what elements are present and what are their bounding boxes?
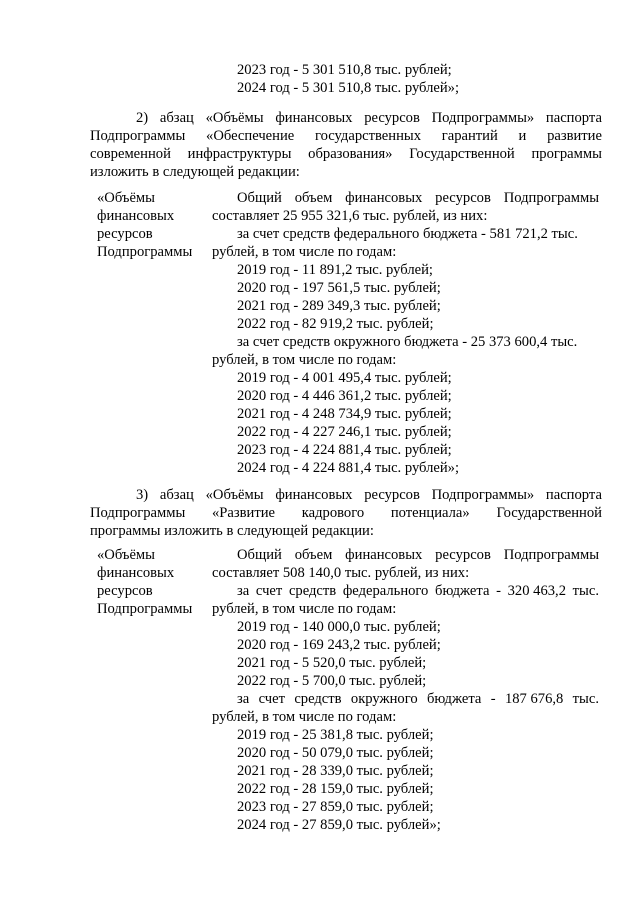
table-1-total-amount: составляет 25 955 321,6 тыс. рублей, из них: xyxy=(212,208,488,224)
table-2-label-3: ресурсов xyxy=(97,583,153,599)
table-1-label-1: «Объёмы xyxy=(97,190,155,206)
table-2-total-amount: составляет 508 140,0 тыс. рублей, из них: xyxy=(212,565,470,581)
table-2-federal-2019: 2019 год - 140 000,0 тыс. рублей; xyxy=(237,619,441,635)
table-2-district-2024: 2024 год - 27 859,0 тыс. рублей»; xyxy=(237,817,441,833)
table-1-total-line: Общий объем финансовых ресурсов Подпрограммы xyxy=(237,190,599,206)
paragraph-3-line-2: Подпрограммы «Развитие кадрового потенциала» Государственной xyxy=(90,505,602,521)
table-1-district-2020: 2020 год - 4 446 361,2 тыс. рублей; xyxy=(237,388,452,404)
table-2-federal-heading: за счет средств федерального бюджета - 320 463,2 тыс. xyxy=(237,583,599,599)
table-2-federal-2020: 2020 год - 169 243,2 тыс. рублей; xyxy=(237,637,441,653)
table-1-district-by-year: рублей, в том числе по годам: xyxy=(212,352,397,368)
table-2-district-2020: 2020 год - 50 079,0 тыс. рублей; xyxy=(237,745,434,761)
table-1-federal-by-year: рублей, в том числе по годам: xyxy=(212,244,397,260)
table-1-district-2021: 2021 год - 4 248 734,9 тыс. рублей; xyxy=(237,406,452,422)
table-2-district-by-year: рублей, в том числе по годам: xyxy=(212,709,397,725)
table-2-label-2: финансовых xyxy=(97,565,175,581)
paragraph-3-line-1: 3) абзац «Объёмы финансовых ресурсов Подпрограммы» паспорта xyxy=(136,487,602,503)
table-1-label-3: ресурсов xyxy=(97,226,153,242)
table-2-federal-2022: 2022 год - 5 700,0 тыс. рублей; xyxy=(237,673,427,689)
table-1-district-heading: за счет средств окружного бюджета - 25 373 600,4 тыс. xyxy=(237,334,578,350)
paragraph-2-line-3: современной инфраструктуры образования» Государственной программы xyxy=(90,146,602,162)
table-2-district-heading: за счет средств окружного бюджета - 187 676,8 тыс. xyxy=(237,691,599,707)
top-line-1: 2023 год - 5 301 510,8 тыс. рублей; xyxy=(237,62,452,78)
table-2-total-line: Общий объем финансовых ресурсов Подпрограммы xyxy=(237,547,599,563)
table-1-district-2022: 2022 год - 4 227 246,1 тыс. рублей; xyxy=(237,424,452,440)
table-1-district-2023: 2023 год - 4 224 881,4 тыс. рублей; xyxy=(237,442,452,458)
table-2-district-2022: 2022 год - 28 159,0 тыс. рублей; xyxy=(237,781,434,797)
table-2-district-2023: 2023 год - 27 859,0 тыс. рублей; xyxy=(237,799,434,815)
table-2-label-4: Подпрограммы xyxy=(97,601,193,617)
table-1-district-2024: 2024 год - 4 224 881,4 тыс. рублей»; xyxy=(237,460,460,476)
paragraph-3-line-3: программы изложить в следующей редакции: xyxy=(90,523,374,539)
table-1-label-2: финансовых xyxy=(97,208,175,224)
table-1-district-2019: 2019 год - 4 001 495,4 тыс. рублей; xyxy=(237,370,452,386)
table-2-federal-2021: 2021 год - 5 520,0 тыс. рублей; xyxy=(237,655,427,671)
table-2-label-1: «Объёмы xyxy=(97,547,155,563)
table-1-federal-2019: 2019 год - 11 891,2 тыс. рублей; xyxy=(237,262,433,278)
table-2-district-2021: 2021 год - 28 339,0 тыс. рублей; xyxy=(237,763,434,779)
paragraph-2-line-4: изложить в следующей редакции: xyxy=(90,164,300,180)
table-1-federal-2020: 2020 год - 197 561,5 тыс. рублей; xyxy=(237,280,441,296)
table-1-federal-heading: за счет средств федерального бюджета - 581 721,2 тыс. xyxy=(237,226,578,242)
table-1-federal-2021: 2021 год - 289 349,3 тыс. рублей; xyxy=(237,298,441,314)
table-2-federal-by-year: рублей, в том числе по годам: xyxy=(212,601,397,617)
paragraph-2-line-1: 2) абзац «Объёмы финансовых ресурсов Подпрограммы» паспорта xyxy=(136,110,602,126)
table-2-district-2019: 2019 год - 25 381,8 тыс. рублей; xyxy=(237,727,434,743)
paragraph-2-line-2: Подпрограммы «Обеспечение государственных гарантий и развитие xyxy=(90,128,602,144)
top-line-2: 2024 год - 5 301 510,8 тыс. рублей»; xyxy=(237,80,460,96)
table-1-label-4: Подпрограммы xyxy=(97,244,193,260)
table-1-federal-2022: 2022 год - 82 919,2 тыс. рублей; xyxy=(237,316,434,332)
